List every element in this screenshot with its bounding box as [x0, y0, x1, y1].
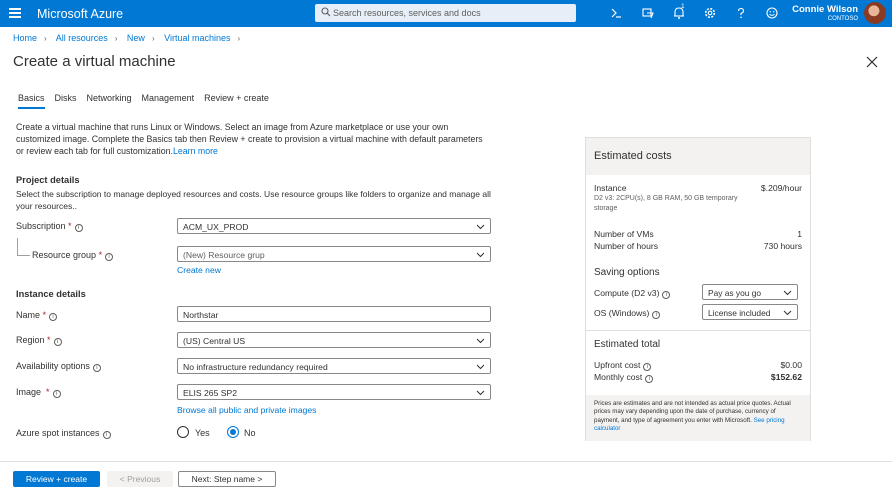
image-dropdown[interactable] [177, 384, 491, 400]
tab-bar [18, 93, 279, 109]
info-icon[interactable]: i [105, 253, 113, 261]
hours-value: 730 hours [763, 241, 802, 251]
chevron-right-icon: › [114, 34, 118, 43]
availability-label-text: Availability options [16, 361, 90, 371]
search-icon [321, 7, 331, 17]
subscription-label-text: Subscription [16, 221, 66, 231]
info-icon[interactable]: i [643, 363, 651, 371]
avatar[interactable] [864, 2, 886, 24]
instance-spec: D2 v3: 2CPU(s), 8 GB RAM, 50 GB temporary storage [594, 195, 738, 212]
required-marker: * [42, 310, 47, 320]
chevron-right-icon: › [237, 34, 241, 43]
chevron-right-icon: › [151, 34, 155, 43]
chevron-right-icon: › [44, 34, 47, 43]
required-marker: * [98, 250, 103, 260]
spot-yes-label[interactable]: Yes [195, 428, 210, 438]
chevron-down-icon [476, 336, 485, 345]
subscription-dropdown[interactable] [177, 218, 491, 234]
breadcrumb-virtual-machines[interactable]: Virtual machines [164, 33, 231, 43]
project-details-heading: Project details [16, 175, 80, 185]
pricing-calculator-link[interactable]: See pricing calculator [594, 416, 785, 432]
hours-label: Number of hours [594, 241, 659, 251]
intro-text [16, 121, 486, 157]
image-value: ELIS 265 SP2 [183, 388, 237, 398]
vms-value: 1 [797, 229, 802, 239]
tab-review-create[interactable]: Review + create [204, 93, 269, 103]
info-icon[interactable]: i [103, 431, 111, 439]
browse-images-link[interactable]: Browse all public and private images [177, 405, 317, 415]
os-label [594, 308, 660, 319]
resource-group-value: (New) Resource grup [183, 250, 265, 260]
instance-label: Instance [594, 183, 627, 193]
instance-details-heading: Instance details [16, 289, 86, 299]
subscription-label [16, 221, 83, 232]
spot-label-text: Azure spot instances [16, 428, 100, 438]
next-button[interactable]: Next: Step name > [178, 471, 276, 487]
saving-options-heading: Saving options [594, 267, 660, 278]
page-title: Create a virtual machine [13, 53, 176, 70]
cost-panel-title: Estimated costs [594, 150, 672, 162]
info-icon[interactable]: i [75, 224, 83, 232]
breadcrumb [13, 33, 247, 43]
info-icon[interactable]: i [662, 291, 670, 299]
os-dropdown[interactable] [702, 304, 798, 320]
gear-icon[interactable] [703, 6, 717, 20]
region-label [16, 335, 62, 346]
footer-divider [0, 461, 892, 462]
resource-group-label-text: Resource group [32, 250, 97, 260]
help-icon[interactable] [734, 6, 748, 20]
resource-group-label [32, 250, 113, 261]
brand-title[interactable]: Microsoft Azure [37, 7, 124, 21]
create-new-link[interactable]: Create new [177, 265, 221, 275]
chevron-down-icon [476, 362, 485, 371]
chevron-down-icon [783, 308, 792, 317]
feedback-icon[interactable] [765, 6, 779, 20]
image-label [16, 387, 61, 398]
region-label-text: Region [16, 335, 45, 345]
image-label-text: Image [16, 387, 42, 397]
intro-body: Create a virtual machine that runs Linux or Windows. Select an image from Azure marketplace or use your own customized image. Complete the Basics tab then Review + create to provision a virtual machine with default parameters or review each tab for full customization. [16, 122, 483, 156]
chevron-down-icon [783, 288, 792, 297]
user-name[interactable]: Connie Wilson [792, 4, 858, 15]
info-icon[interactable]: i [645, 375, 653, 383]
search-box[interactable] [315, 4, 576, 22]
directory-filter-icon[interactable] [641, 6, 655, 20]
review-create-button[interactable]: Review + create [13, 471, 100, 487]
search-placeholder: Search resources, services and docs [333, 8, 481, 18]
close-icon[interactable] [866, 56, 878, 68]
os-label-text: OS (Windows) [594, 308, 650, 318]
subscription-value: ACM_UX_PROD [183, 222, 249, 232]
name-value: Northstar [183, 310, 219, 320]
cloud-shell-icon[interactable] [609, 6, 623, 20]
spot-label [16, 428, 111, 439]
estimated-total-heading: Estimated total [594, 339, 661, 350]
region-value: (US) Central US [183, 336, 246, 346]
availability-value: No infrastructure redundancy required [183, 362, 328, 372]
tab-basics[interactable]: Basics [18, 93, 45, 109]
tab-networking[interactable]: Networking [86, 93, 132, 103]
resource-group-dropdown[interactable] [177, 246, 491, 262]
tab-disks[interactable]: Disks [54, 93, 77, 103]
project-details-description: Select the subscription to manage deployed resources and costs. Use resource groups like folders to organize and manage all your resources.. [16, 189, 491, 211]
compute-value: Pay as you go [708, 288, 762, 298]
spot-no-radio[interactable] [227, 426, 239, 438]
instance-price: $.209/hour [760, 183, 802, 193]
availability-label [16, 361, 101, 372]
vms-label: Number of VMs [594, 229, 654, 239]
name-label [16, 310, 57, 321]
upfront-label-text: Upfront cost [594, 360, 641, 370]
info-icon[interactable]: i [53, 390, 61, 398]
cost-panel-header [586, 138, 810, 175]
info-icon[interactable]: i [54, 338, 62, 346]
spot-yes-radio[interactable] [177, 426, 189, 438]
breadcrumb-home[interactable]: Home [13, 33, 38, 43]
breadcrumb-new[interactable]: New [126, 33, 145, 43]
spot-no-label[interactable]: No [244, 428, 256, 438]
learn-more-link[interactable]: Learn more [172, 146, 218, 156]
compute-label [594, 288, 670, 299]
info-icon[interactable]: i [49, 313, 57, 321]
monthly-value: $152.62 [770, 372, 802, 382]
top-bar [0, 0, 892, 27]
required-marker: * [47, 335, 51, 345]
chevron-down-icon [476, 222, 485, 231]
name-label-text: Name [16, 310, 41, 320]
info-icon[interactable]: i [93, 364, 101, 372]
compute-label-text: Compute (D2 v3) [594, 288, 660, 298]
notification-badge: 1 [681, 3, 685, 10]
user-org: CONTOSO [827, 16, 858, 22]
cost-disclaimer [586, 395, 810, 441]
breadcrumb-all-resources[interactable]: All resources [55, 33, 108, 43]
required-marker: * [46, 387, 50, 397]
name-input[interactable] [177, 306, 491, 322]
chevron-down-icon [476, 388, 485, 397]
tab-management[interactable]: Management [141, 93, 195, 103]
monthly-label-text: Monthly cost [594, 372, 643, 382]
availability-dropdown[interactable] [177, 358, 491, 374]
upfront-label [594, 360, 651, 371]
cost-divider [586, 330, 810, 331]
chevron-down-icon [476, 250, 485, 259]
required-marker: * [68, 221, 72, 231]
monthly-label [594, 372, 653, 383]
menu-icon[interactable] [9, 8, 21, 18]
region-dropdown[interactable] [177, 332, 491, 348]
compute-dropdown[interactable] [702, 284, 798, 300]
tree-connector [17, 238, 30, 256]
previous-button: < Previous [107, 471, 173, 487]
estimated-costs-panel [585, 137, 811, 441]
disclaimer-text: Prices are estimates and are not intended as actual price quotes. Actual prices may vary depending upon the date of purchase, currency of payment, and type of agreement you enter with Microsoft. [594, 400, 791, 424]
upfront-value: $0.00 [780, 360, 802, 370]
info-icon[interactable]: i [652, 311, 660, 319]
os-value: License included [708, 308, 771, 318]
